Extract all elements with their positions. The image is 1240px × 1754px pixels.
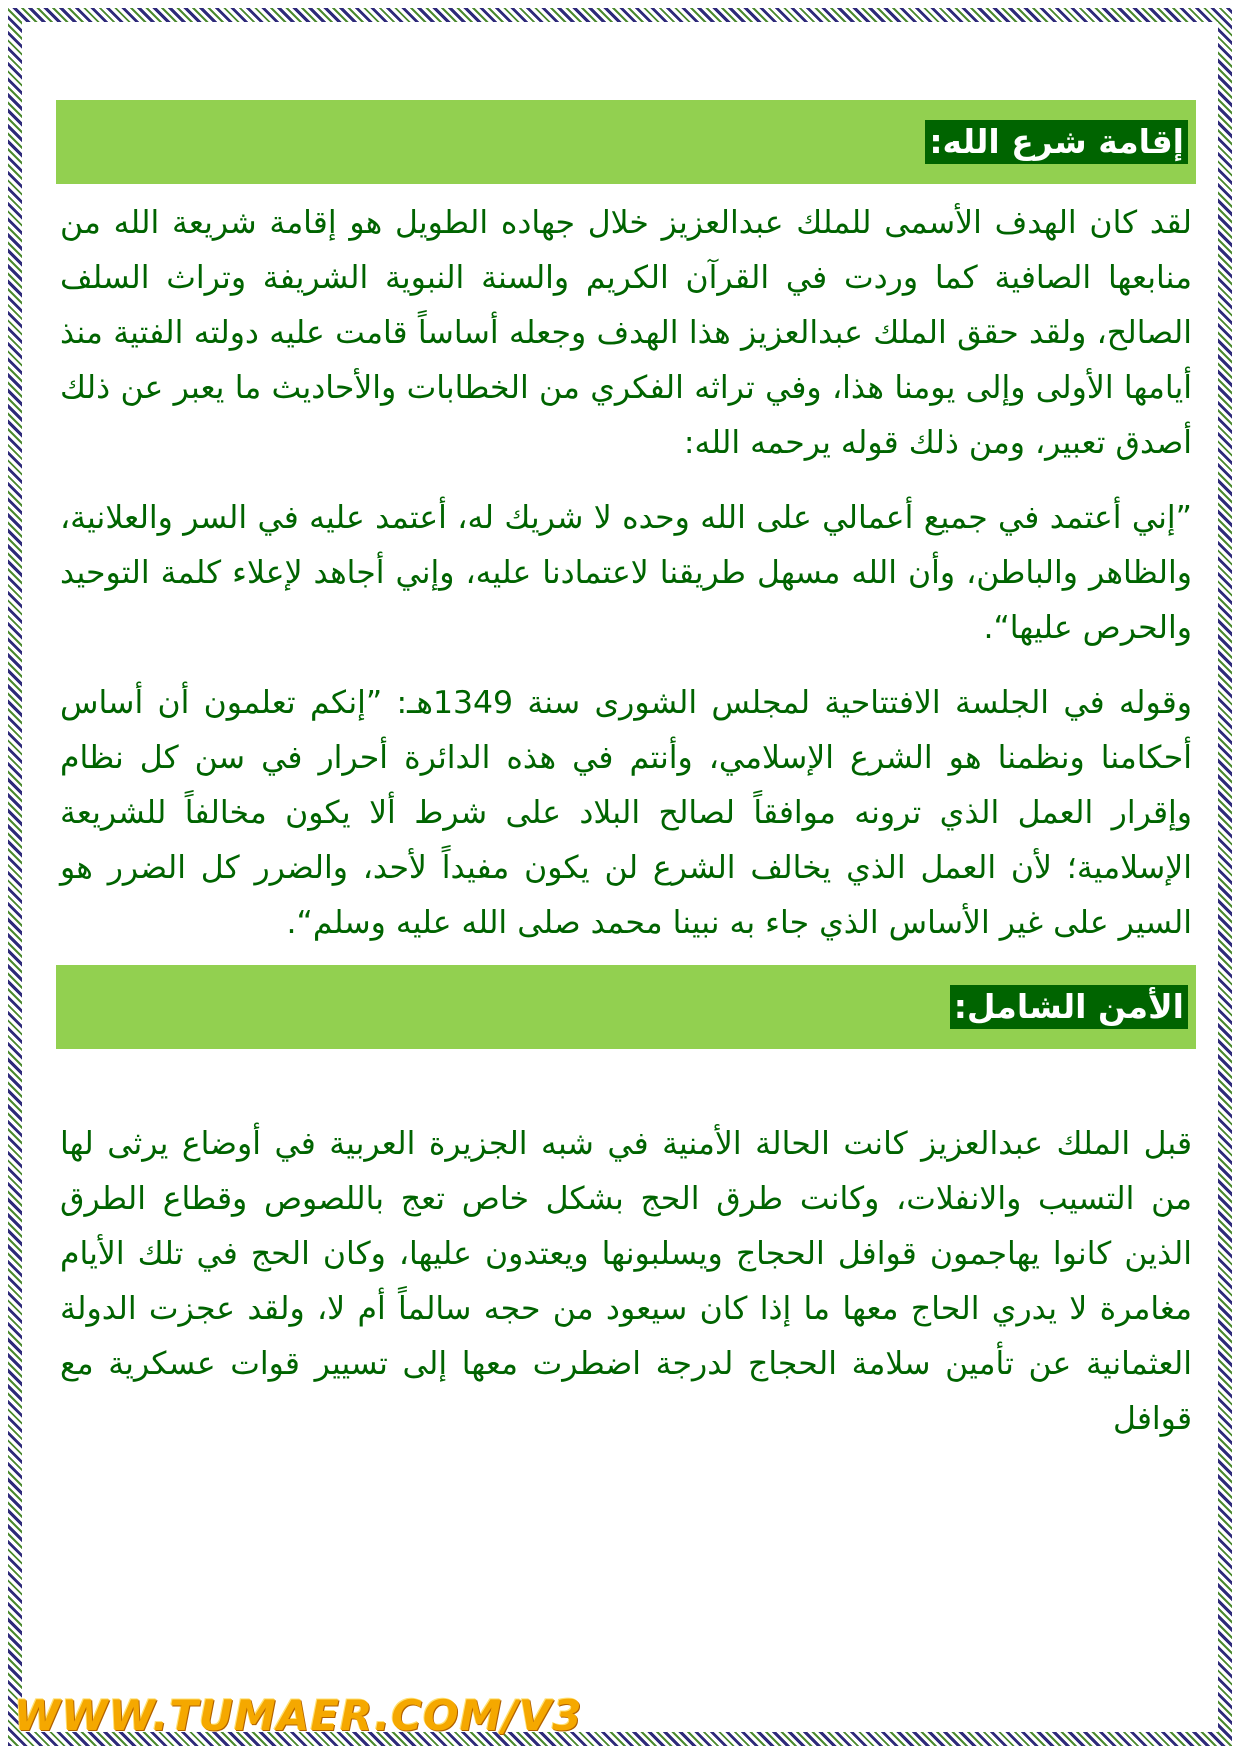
- section-header-bar: [56, 100, 1196, 184]
- section-heading-security: الأمن الشامل:: [950, 985, 1188, 1029]
- site-watermark: WWW.TUMAER.COM/V3: [14, 1691, 583, 1740]
- paragraph-quote-reliance: ”إني أعتمد في جميع أعمالي على الله وحده لا شريك له، أعتمد عليه في السر والعلانية، والظاهر والباطن، وأن الله مسهل طريقنا لاعتمادنا عليه، وإني أجاهد لإعلاء كلمة التوحيد والحرص عليها“.: [60, 500, 1192, 646]
- section-header-bar: [56, 965, 1196, 1049]
- document-body: [56, 100, 1196, 1447]
- paragraph-sharia-intro: لقد كان الهدف الأسمى للملك عبدالعزيز خلال جهاده الطويل هو إقامة شريعة الله من منابعها الصافية كما وردت في القرآن الكريم والسنة النبوية الشريفة وتراث السلف الصالح، ولقد حقق الملك عبدالعزيز هذا الهدف وجعله أساساً قامت عليه دولته الفتية منذ أيامها الأولى وإلى يومنا هذا، وفي تراثه الفكري من الخطابات والأحاديث ما يعبر عن ذلك أصدق تعبير، ومن ذلك قوله يرحمه الله:: [60, 205, 1192, 461]
- paragraph-quote-shura: وقوله في الجلسة الافتتاحية لمجلس الشورى سنة 1349هـ: ”إنكم تعلمون أن أساس أحكامنا ونظمنا هو الشرع الإسلامي، وأنتم في هذه الدائرة أحرار في سن كل نظام وإقرار العمل الذي ترونه موافقاً لصالح البلاد على شرط ألا يكون مخالفاً للشريعة الإسلامية؛ لأن العمل الذي يخالف الشرع لن يكون مفيداً لأحد، والضرر كل الضرر هو السير على غير الأساس الذي جاء به نبينا محمد صلى الله عليه وسلم“.: [60, 685, 1192, 941]
- section-heading-sharia: إقامة شرع الله:: [925, 120, 1188, 164]
- paragraph-security: قبل الملك عبدالعزيز كانت الحالة الأمنية في شبه الجزيرة العربية في أوضاع يرثى لها من التسيب والانفلات، وكانت طرق الحج بشكل خاص تعج باللصوص وقطاع الطرق الذين كانوا يهاجمون قوافل الحجاج ويسلبونها ويعتدون عليها، وكان الحج في تلك الأيام مغامرة لا يدري الحاج معها ما إذا كان سيعود من حجه سالماً أم لا، ولقد عجزت الدولة العثمانية عن تأمين سلامة الحجاج لدرجة اضطرت معها إلى تسيير قوات عسكرية مع قوافل: [60, 1126, 1192, 1437]
